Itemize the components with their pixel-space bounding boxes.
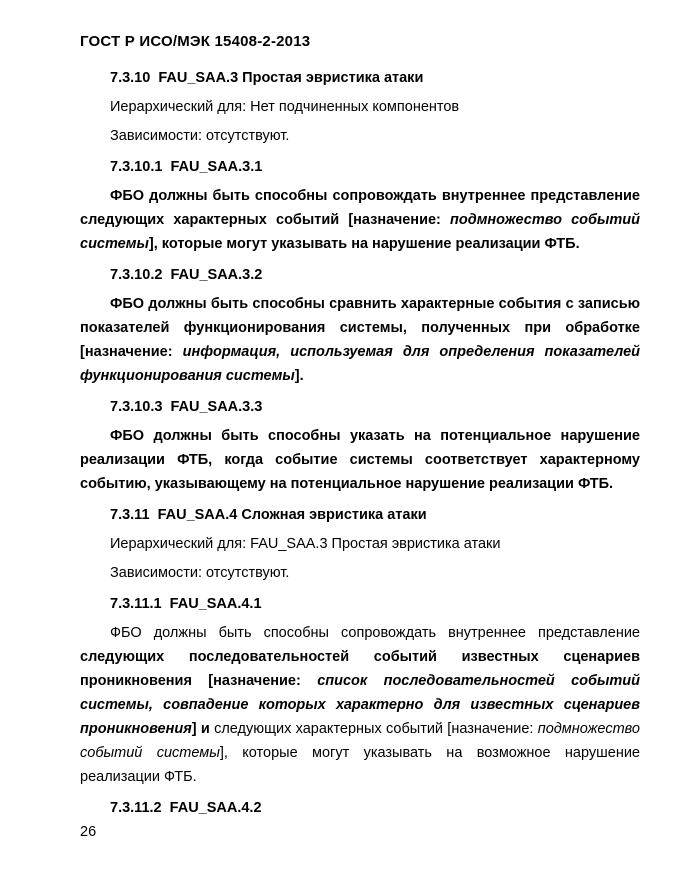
text-run: ФБО должны быть способны сопровождать внутреннее представление xyxy=(110,625,640,641)
section-heading-7-3-11-2: 7.3.11.2 FAU_SAA.4.2 xyxy=(110,800,262,816)
hierarchical-for-line: Иерархический для: FAU_SAA.3 Простая эвристика атаки xyxy=(110,536,501,552)
text-run: ФБО должны быть способны указать на потенциальное нарушение реализации ФТБ, когда событие системы соответствует характерному событию, указывающему на потенциальное нарушение реализации ФТБ. xyxy=(80,428,640,492)
dependencies-line: Зависимости: отсутствуют. xyxy=(110,128,290,144)
text-run: список последовательностей событий системы, совпадение которых характерно для известных сценариев проникновения xyxy=(80,673,640,737)
section-heading-7-3-10: 7.3.10 FAU_SAA.3 Простая эвристика атаки xyxy=(110,70,424,86)
requirement-paragraph-fau-saa-3-2 xyxy=(80,292,640,388)
section-heading-7-3-10-2: 7.3.10.2 FAU_SAA.3.2 xyxy=(110,267,263,283)
hierarchical-for-line: Иерархический для: Нет подчиненных компонентов xyxy=(110,99,460,115)
text-run: следующих последовательностей событий известных сценариев проникновения [назначение: xyxy=(80,649,640,689)
text-run: ], которые могут указывать на возможное нарушение реализации ФТБ. xyxy=(80,745,640,785)
text-run: ]. xyxy=(294,368,304,384)
text-run: следующих характерных событий [назначение: xyxy=(214,721,538,737)
dependencies-line: Зависимости: отсутствуют. xyxy=(110,565,290,581)
section-heading-7-3-11: 7.3.11 FAU_SAA.4 Сложная эвристика атаки xyxy=(110,507,427,523)
page-number: 26 xyxy=(80,824,97,840)
section-heading-7-3-11-1: 7.3.11.1 FAU_SAA.4.1 xyxy=(110,596,262,612)
section-heading-7-3-10-3: 7.3.10.3 FAU_SAA.3.3 xyxy=(110,399,263,415)
section-heading-7-3-10-1: 7.3.10.1 FAU_SAA.3.1 xyxy=(110,159,263,175)
text-run: информация, используемая для определения показателей функционирования системы xyxy=(80,344,641,384)
text-run: ФБО должны быть способны сравнить характерные события с записью показателей функционирования системы, полученных при обработке [назначение: xyxy=(80,296,640,360)
text-run: ] и xyxy=(191,721,215,737)
text-run: подмножество событий системы xyxy=(80,721,640,761)
requirement-paragraph-fau-saa-3-3 xyxy=(80,424,640,496)
text-run: ], которые могут указывать на нарушение реализации ФТБ. xyxy=(148,236,580,252)
document-header: ГОСТ Р ИСО/МЭК 15408-2-2013 xyxy=(80,33,311,50)
text-run: ФБО должны быть способны сопровождать внутреннее представление следующих характерных событий [назначение: xyxy=(80,188,640,228)
requirement-paragraph-fau-saa-4-1 xyxy=(80,621,640,789)
requirement-paragraph-fau-saa-3-1 xyxy=(80,184,640,256)
text-run: подмножество событий системы xyxy=(80,212,640,252)
